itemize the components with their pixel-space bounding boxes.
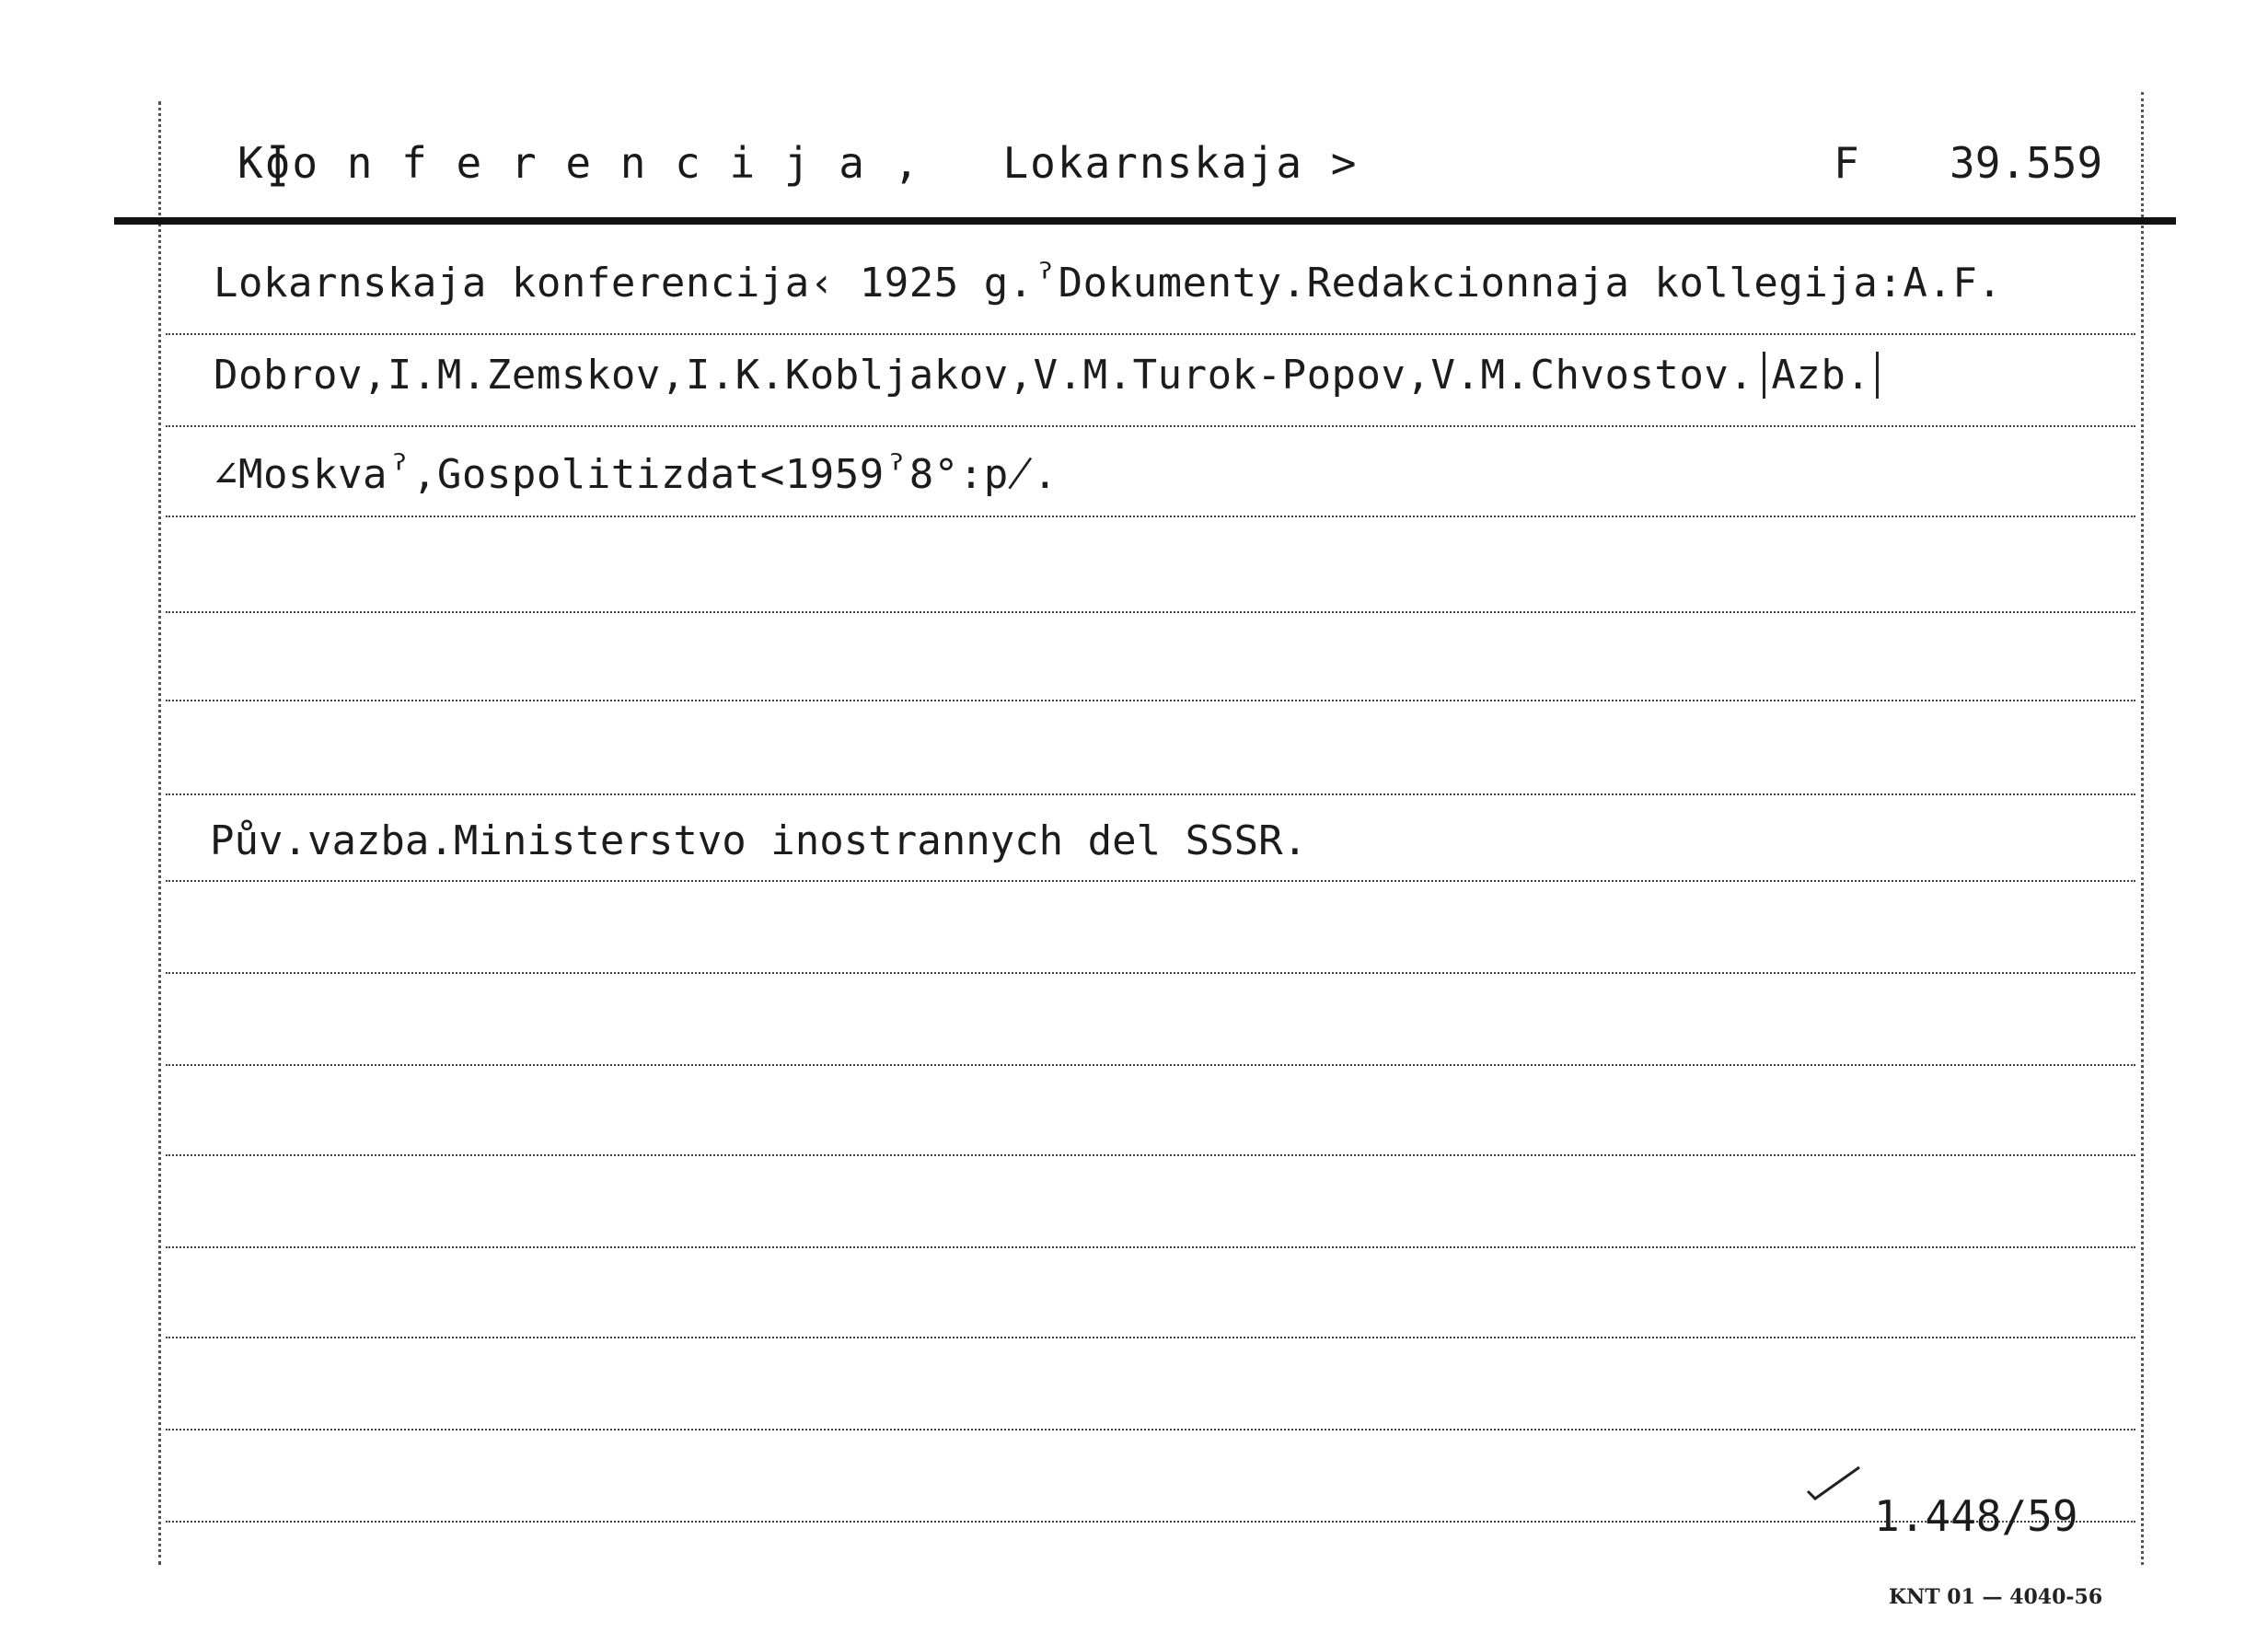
ruled-line: [166, 1429, 2135, 1430]
call-number: 39.559: [1950, 138, 2103, 188]
ruled-line: [166, 515, 2135, 517]
heading-divider: [114, 217, 2176, 225]
description-line-2-text: Dobrov,I.M.Zemskov,I.K.Kobljakov,V.M.Turok-Popov,V.M.Chvostov.: [214, 352, 1754, 399]
description-line-3: ∠Moskvaˀ,Gospolitizdat<1959ˀ8°:p̸.: [214, 451, 1059, 498]
ruled-line: [166, 1246, 2135, 1248]
card-left-border: [158, 101, 161, 1565]
ruled-line: [166, 611, 2135, 613]
ruled-line: [166, 1154, 2135, 1156]
description-line-2: [214, 352, 1879, 399]
ruled-line: [166, 1521, 2135, 1523]
ruled-line: [166, 425, 2135, 427]
ruled-line: [166, 700, 2135, 701]
ruled-line: [166, 333, 2135, 335]
accession-number: 1.448/59: [1874, 1491, 2078, 1541]
ruled-line: [166, 1064, 2135, 1066]
card-heading: Kɸo n f e r e n c i j a , Lokarnskaja >: [237, 138, 1359, 188]
form-code: KNT 01 — 4040-56: [1889, 1585, 2103, 1609]
ruled-line: [166, 793, 2135, 795]
call-letter: F: [1834, 138, 1859, 188]
binding-note: Pův.vazba.Ministerstvo inostrannych del SSSR.: [210, 817, 1308, 864]
description-line-1: Lokarnskaja konferencija‹ 1925 g.ˀDokumenty.Redakcionnaja kollegija:A.F.: [214, 260, 2003, 307]
card-right-border: [2141, 92, 2144, 1565]
ruled-line: [166, 880, 2135, 882]
checkmark-icon: [1804, 1464, 1863, 1500]
ruled-line: [166, 1337, 2135, 1338]
ruled-line: [166, 972, 2135, 974]
script-note: Azb.: [1763, 352, 1879, 399]
